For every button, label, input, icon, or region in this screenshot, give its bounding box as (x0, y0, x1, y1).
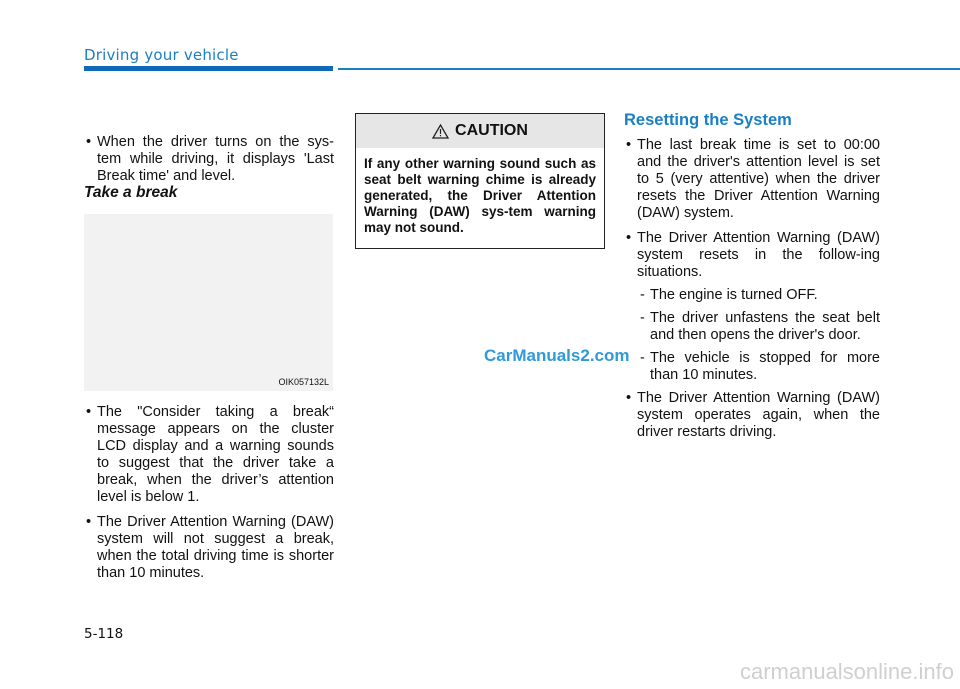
list-item: - The vehicle is stopped for more than 10 minutes. (624, 350, 880, 384)
list-item: • The Driver Attention Warning (DAW) system operates again, when the driver restarts driving. (624, 390, 880, 441)
page-number: 5-118 (84, 626, 124, 642)
caution-header (356, 114, 604, 148)
resetting-heading: Resetting the System (624, 111, 792, 129)
caution-title: CAUTION (455, 122, 528, 139)
list-item: • The "Consider taking a break“ message appears on the cluster LCD display and a warning sounds to suggest that the driver take a break, when the driver’s attention level is below 1. (84, 404, 334, 506)
left-column-intro (84, 134, 334, 185)
list-item: - The driver unfastens the seat belt and then opens the driver's door. (624, 310, 880, 344)
left-column-bullets (84, 404, 334, 582)
watermark: CarManuals2.com (484, 346, 630, 365)
list-item: • The Driver Attention Warning (DAW) system will not suggest a break, when the total driving time is shorter than 10 minutes. (84, 514, 334, 582)
header-bar-light (338, 68, 960, 70)
intro-bullet: • When the driver turns on the sys-tem while driving, it displays 'Last Break time' and level. (84, 134, 334, 185)
caution-text: If any other warning sound such as seat belt warning chime is already generated, the Driver Attention Warning (DAW) sys-tem warning may not sound. (364, 156, 596, 235)
section-header-title: Driving your vehicle (84, 46, 239, 64)
warning-triangle-icon (432, 124, 449, 139)
list-item: • The Driver Attention Warning (DAW) system resets in the follow-ing situations. (624, 230, 880, 281)
caution-box (355, 113, 605, 249)
image-code: OIK057132L (278, 377, 329, 387)
list-item: • The last break time is set to 00:00 and the driver's attention level is set to 5 (very attentive) when the driver resets the Driver Attention Warning (DAW) system. (624, 137, 880, 222)
right-column (624, 112, 880, 441)
list-item: - The engine is turned OFF. (624, 287, 880, 304)
take-a-break-heading: Take a break (84, 184, 178, 201)
header-bar-dark (84, 66, 333, 71)
illustration-placeholder (84, 214, 333, 391)
reset-conditions-list (624, 287, 880, 384)
footer-watermark: carmanualsonline.info (739, 659, 954, 684)
